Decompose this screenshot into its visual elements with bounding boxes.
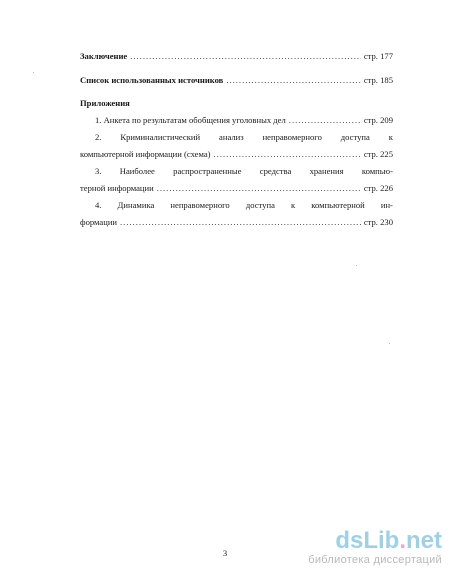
toc-entry-page: стр. 177: [363, 51, 393, 61]
dslib-subtitle: библиотека диссертаций: [308, 554, 442, 566]
toc-entry-page: стр. 225: [363, 149, 393, 159]
toc-appendix-3-line1[interactable]: 3. Наиболее распространенные средства хранения компью-: [95, 166, 393, 176]
toc-leader-dots: [289, 115, 361, 126]
toc-entry-conclusion[interactable]: [80, 51, 393, 62]
toc-entry-title: Список использованных источников: [80, 75, 224, 85]
toc-entry-page: стр. 209: [363, 115, 393, 125]
toc-entry-page: стр. 230: [363, 217, 393, 227]
toc-leader-dots: [226, 75, 361, 86]
toc-entry-title: 1. Анкета по результатам обобщения уголовных дел: [95, 115, 286, 125]
toc-leader-dots: [214, 149, 361, 160]
toc-appendix-2-line2[interactable]: компьютерной информации (схема) ..... стр. 225: [80, 149, 393, 160]
toc-appendix-4-line2[interactable]: формации ..... стр. 230: [80, 217, 393, 228]
toc-leader-dots: [120, 217, 361, 228]
toc-leader-dots: [130, 51, 361, 62]
appendices-heading: Приложения: [80, 98, 130, 108]
scan-speck: [356, 265, 357, 266]
toc-appendix-3-line2[interactable]: терной информации ..... стр. 226: [80, 183, 393, 194]
dslib-watermark: [308, 528, 442, 567]
scan-speck: [33, 72, 34, 73]
toc-appendix-2-line1[interactable]: 2. Криминалистический анализ неправомерного доступа к: [95, 132, 393, 142]
toc-entry-title: Заключение: [80, 51, 128, 61]
toc-appendix-4-line1[interactable]: 4. Динамика неправомерного доступа к компьютерной ин-: [95, 200, 393, 210]
scan-speck: [389, 343, 390, 344]
dslib-logo: dsLib.net: [335, 527, 442, 554]
toc-appendix-1[interactable]: [95, 115, 393, 126]
toc-entry-references[interactable]: [80, 75, 393, 86]
page-number: 3: [222, 548, 228, 558]
toc-entry-page: стр. 226: [363, 183, 393, 193]
toc-leader-dots: [157, 183, 361, 194]
toc-entry-page: стр. 185: [363, 75, 393, 85]
